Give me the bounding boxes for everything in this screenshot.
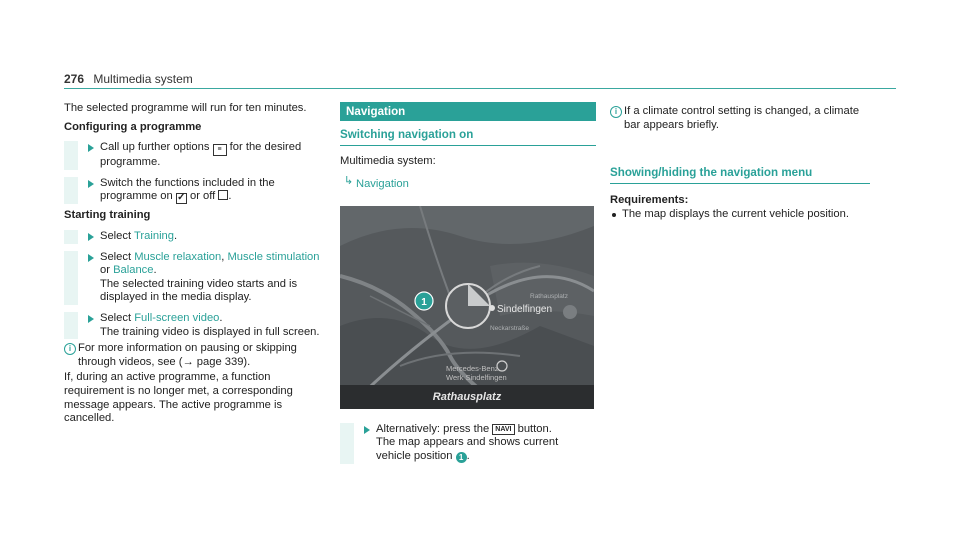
step-arrow-icon [88,254,94,262]
page-number: 276 [64,72,85,86]
info-note: i If a climate control setting is changed, a climate bar appears briefly. [610,105,870,132]
path-arrow-icon: ↳ [344,175,354,188]
menu-path-root: Multimedia system: [340,154,436,167]
checkbox-empty-icon [218,190,228,200]
column-middle [340,102,596,464]
step-arrow-icon [88,233,94,241]
column-left [64,102,326,426]
map-label-street: Rathausplatz [530,292,568,300]
subheading-showing-hiding: Showing/hiding the navigation menu [610,166,870,184]
map-label-town: Sindelfingen [497,303,553,315]
requirement-item: The map displays the current vehicle position. [610,208,870,222]
map-label-plant: Werk Sindelfingen [446,372,507,382]
navigation-map-image [340,206,594,409]
step-arrow-icon [88,180,94,188]
map-label-site: Mercedes-Benz [446,363,499,373]
section-bar-navigation: Navigation [340,102,596,121]
step-press-navi: Alternatively: press the NAVI button. The map appears and shows current vehicle position 1 . [340,423,596,464]
step-select-program: Select Muscle relaxation, Muscle stimulation or Balance. The selected training video starts and is displayed in the media display. [64,251,326,305]
page-header [64,73,193,87]
options-icon: ≡ [213,144,227,156]
menu-path [340,175,596,192]
step-arrow-icon [88,144,94,152]
map-label-street: Neckarstraße [490,324,530,332]
requirements-heading: Requirements: [610,193,689,206]
position-marker-icon: 1 [456,452,467,463]
checkbox-checked-icon: ✓ [177,192,186,204]
map-street-caption: Rathausplatz [340,385,594,409]
subheading-switching-on: Switching navigation on [340,128,596,146]
info-icon: i [64,343,76,355]
menu-link-full-screen-video[interactable]: Full-screen video [134,311,220,324]
outro-text: If, during an active programme, a function requirement is no longer met, a corresponding message appears. The active programme is cancelled. [64,371,293,425]
navi-button-icon: NAVI [492,424,514,435]
step-options: Call up further options ≡ for the desired programme. [64,141,326,170]
info-note: i For more information on pausing or skipping through videos, see (→ page 339). [64,342,326,369]
menu-link-training[interactable]: Training [134,229,175,242]
column-right [610,102,870,222]
menu-link-muscle-stimulation[interactable]: Muscle stimulation [227,250,320,263]
step-description: The selected training video starts and is displayed in the media display. [100,277,298,304]
heading-starting: Starting training [64,209,151,222]
menu-link-muscle-relaxation[interactable]: Muscle relaxation [134,250,222,263]
header-divider [64,88,896,89]
menu-link-balance[interactable]: Balance [113,264,154,277]
heading-configuring: Configuring a programme [64,120,202,133]
map-marker-position: 1 [421,296,427,308]
section-title: Multimedia system [93,72,193,86]
step-arrow-icon [88,315,94,323]
step-arrow-icon [364,426,370,434]
step-switch-functions: Switch the functions included in the programme on ✓ or off . [64,177,326,205]
step-select-training: Select Training. [64,230,326,244]
menu-path-item[interactable]: Navigation [356,178,409,191]
map-graphic [340,206,594,409]
intro-text: The selected programme will run for ten minutes. [64,102,307,114]
info-icon: i [610,106,622,118]
step-select-fullscreen: Select Full-screen video. The training video is displayed in full screen. [64,312,326,339]
step-description: The training video is displayed in full screen. [100,325,320,338]
